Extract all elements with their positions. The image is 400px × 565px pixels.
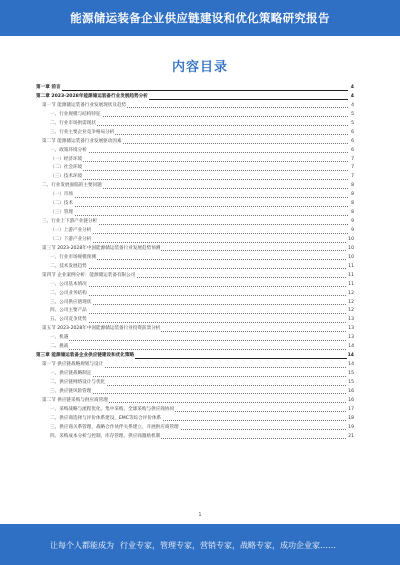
- toc-entry-text: 二、公司业务结构: [50, 290, 88, 299]
- toc-entry[interactable]: [36, 102, 354, 111]
- toc-entry[interactable]: [36, 245, 354, 254]
- toc-entry-page: 5: [350, 111, 354, 120]
- toc-entry-page: 13: [347, 316, 354, 325]
- toc-leader-dots: [36, 90, 348, 91]
- toc-entry-text: 一、采购战略与流程优化、集中采购、全球采购与供应商协同: [50, 406, 175, 415]
- toc-entry-page: 7: [350, 156, 354, 165]
- toc-entry-text: 一、公司基本情况: [50, 281, 88, 290]
- toc-entry[interactable]: [36, 424, 354, 433]
- toc-entry-text: 第二节 能源储运装备行业发展驱动因素: [42, 138, 123, 147]
- toc-entry-page: 11: [347, 272, 354, 281]
- toc-entry[interactable]: [36, 379, 354, 388]
- toc-entry-page: 4: [350, 84, 354, 93]
- toc-leader-dots: [50, 295, 348, 296]
- toc-leader-dots: [50, 152, 348, 153]
- toc-entry-page: 5: [350, 120, 354, 129]
- toc-entry-page: 4: [350, 93, 354, 102]
- toc-entry-page: 4: [350, 102, 354, 111]
- toc-entry-text: 一、行业市场规模预测: [50, 254, 97, 263]
- toc-entry-page: 12: [347, 290, 354, 299]
- toc-entry[interactable]: [36, 93, 354, 102]
- toc-entry-text: （一）上游产业分析: [50, 227, 92, 236]
- toc-entry-text: 二、行业发展面临的主要问题: [42, 182, 103, 191]
- toc-entry-text: 一、供应链战略制定: [50, 370, 92, 379]
- toc-entry[interactable]: [36, 138, 354, 147]
- toc-entry-page: 13: [347, 325, 354, 334]
- page-number: 1: [198, 512, 202, 518]
- toc-entry[interactable]: [36, 164, 354, 173]
- toc-entry[interactable]: [36, 281, 354, 290]
- toc-leader-dots: [50, 313, 348, 314]
- toc-entry-text: （二）社会环境: [50, 164, 83, 173]
- toc-entry[interactable]: [36, 325, 354, 334]
- report-title: 能源储运装备企业供应链建设和优化策略研究报告: [70, 11, 330, 25]
- toc-entry-page: 8: [350, 209, 354, 218]
- toc-entry-page: 8: [350, 191, 354, 200]
- toc-entry[interactable]: [36, 182, 354, 191]
- toc-entry[interactable]: [36, 316, 354, 325]
- toc-entry-text: 二、行业市场供需现状: [50, 120, 97, 129]
- toc-entry[interactable]: [36, 388, 354, 397]
- toc-leader-dots: [50, 304, 348, 305]
- toc-entry-page: 16: [347, 397, 354, 406]
- toc-entry-text: 三、供应商关系管理，战略合作伙伴关系建立，开展供应商管理: [50, 424, 180, 433]
- toc-leader-dots: [50, 170, 348, 171]
- toc-entry[interactable]: [36, 227, 354, 236]
- toc-entry-page: 10: [347, 254, 354, 263]
- toc-entry-text: （一）市场: [50, 191, 74, 200]
- toc-title: 内容目录: [171, 60, 228, 75]
- toc-leader-dots: [50, 233, 348, 234]
- toc-entry-page: 21: [347, 433, 354, 442]
- toc-entry[interactable]: [36, 173, 354, 182]
- toc-entry-text: 第三章 能源储运装备企业供应链建设和优化策略: [36, 352, 135, 361]
- footer-slogan: 让每个人都能成为: [50, 541, 114, 550]
- toc-entry-text: 三、行业上下游产业链分析: [42, 218, 98, 227]
- toc-entry-text: （三）管理: [50, 209, 74, 218]
- table-of-contents: [36, 84, 354, 442]
- toc-entry-page: 13: [347, 334, 354, 343]
- toc-entry[interactable]: [36, 200, 354, 209]
- toc-entry-page: 10: [347, 236, 354, 245]
- toc-entry-text: （一）经济环境: [50, 156, 83, 165]
- toc-entry-text: （二）技术: [50, 200, 74, 209]
- toc-entry-text: 一、机遇: [50, 334, 69, 343]
- toc-entry-text: 第五节 2023-2028年中国能源储运装备行业投资前景分析: [42, 325, 161, 334]
- toc-entry-page: 15: [347, 379, 354, 388]
- toc-entry-text: 四、采购成本分析与控制、库存管理、供应商激励机制: [50, 433, 161, 442]
- toc-entry-page: 19: [347, 424, 354, 433]
- toc-entry-page: 9: [350, 227, 354, 236]
- toc-entry-text: 第一节 供应链战略规划与设计: [42, 361, 104, 370]
- toc-entry[interactable]: [36, 433, 354, 442]
- toc-entry-text: 第三节 2023-2028年中国能源储运装备行业发展趋势预测: [42, 245, 161, 254]
- toc-entry-page: 18: [347, 415, 354, 424]
- toc-entry-text: 三、行业主要企业竞争格局分析: [50, 129, 115, 138]
- toc-entry[interactable]: [36, 263, 354, 272]
- footer-bar: [0, 524, 400, 565]
- toc-entry-page: 10: [347, 245, 354, 254]
- toc-entry-page: 7: [350, 164, 354, 173]
- toc-entry-text: 二、挑战: [50, 343, 69, 352]
- toc-entry[interactable]: [36, 120, 354, 129]
- toc-leader-dots: [50, 340, 348, 341]
- toc-entry-page: 6: [350, 147, 354, 156]
- toc-entry[interactable]: [36, 111, 354, 120]
- toc-entry-page: 6: [350, 138, 354, 147]
- toc-leader-dots: [50, 161, 348, 162]
- toc-entry[interactable]: [36, 272, 354, 281]
- toc-leader-dots: [50, 268, 348, 269]
- toc-leader-dots: [50, 393, 348, 394]
- toc-leader-dots: [50, 242, 348, 243]
- toc-entry[interactable]: [36, 415, 354, 424]
- toc-entry[interactable]: [36, 156, 354, 165]
- toc-leader-dots: [50, 349, 348, 350]
- toc-entry-text: 第四节 企业案例分析：能源储运装备有限公司: [42, 272, 136, 281]
- footer-roles: 行业专家，管理专家，营销专家，战略专家，成功企业家……: [120, 541, 336, 550]
- header-bar: [0, 0, 400, 36]
- toc-entry-text: 二、供应链网络设计与优化: [50, 379, 106, 388]
- toc-entry[interactable]: [36, 84, 354, 93]
- toc-entry-text: 一、行业规模与结构特征: [50, 111, 102, 120]
- toc-entry-page: 12: [347, 307, 354, 316]
- toc-entry[interactable]: [36, 218, 354, 227]
- toc-entry-page: 14: [347, 352, 354, 361]
- toc-entry[interactable]: [36, 191, 354, 200]
- toc-entry-text: 一、政策环境分析: [50, 147, 88, 156]
- toc-entry-page: 11: [347, 281, 354, 290]
- toc-entry-text: 第二节 供应链采购与供应商管理: [42, 397, 109, 406]
- toc-entry-page: 8: [350, 182, 354, 191]
- toc-leader-dots: [50, 215, 348, 216]
- toc-entry[interactable]: [36, 299, 354, 308]
- toc-entry-page: 6: [350, 129, 354, 138]
- toc-entry-page: 17: [347, 406, 354, 415]
- toc-entry-text: 第二章 2023-2028年能源储运装备行业发展趋势分析: [36, 93, 149, 102]
- toc-entry[interactable]: [36, 236, 354, 245]
- toc-entry-text: 三、供应链风险管理: [50, 388, 92, 397]
- toc-entry-page: 14: [347, 343, 354, 352]
- toc-entry-page: 7: [350, 173, 354, 182]
- toc-leader-dots: [50, 322, 348, 323]
- toc-entry[interactable]: [36, 209, 354, 218]
- toc-entry[interactable]: [36, 307, 354, 316]
- toc-entry-page: 12: [347, 299, 354, 308]
- toc-entry-page: 14: [347, 361, 354, 370]
- toc-entry[interactable]: [36, 370, 354, 379]
- toc-leader-dots: [50, 197, 348, 198]
- toc-leader-dots: [50, 376, 348, 377]
- toc-entry[interactable]: [36, 254, 354, 263]
- toc-leader-dots: [50, 179, 348, 180]
- toc-entry[interactable]: [36, 361, 354, 370]
- toc-entry[interactable]: [36, 129, 354, 138]
- toc-leader-dots: [50, 206, 348, 207]
- toc-entry-text: 五、公司竞争优势: [50, 316, 88, 325]
- toc-entry-text: 第一章 前言: [36, 84, 62, 93]
- toc-entry-page: 16: [347, 388, 354, 397]
- toc-leader-dots: [50, 286, 348, 287]
- toc-entry-page: 11: [347, 263, 354, 272]
- toc-entry[interactable]: [36, 334, 354, 343]
- toc-entry-page: 15: [347, 370, 354, 379]
- toc-entry-text: 第一节 能源储运装备行业发展现状及趋势: [42, 102, 127, 111]
- toc-entry-text: （三）技术环境: [50, 173, 83, 182]
- toc-entry[interactable]: [36, 352, 354, 361]
- toc-entry-page: 8: [350, 200, 354, 209]
- toc-entry[interactable]: [36, 290, 354, 299]
- toc-entry[interactable]: [36, 147, 354, 156]
- toc-entry-text: （二）下游产业分析: [50, 236, 92, 245]
- toc-entry[interactable]: [36, 397, 354, 406]
- toc-entry-text: 二、供应商选择与评价体系建设，EMC等综合评价体系: [50, 415, 162, 424]
- toc-entry-text: 四、公司主要产品: [50, 307, 88, 316]
- toc-entry-page: 9: [350, 218, 354, 227]
- toc-entry-text: 三、公司供应链现状: [50, 299, 92, 308]
- toc-entry[interactable]: [36, 343, 354, 352]
- toc-entry[interactable]: [36, 406, 354, 415]
- toc-entry-text: 二、技术发展趋势: [50, 263, 88, 272]
